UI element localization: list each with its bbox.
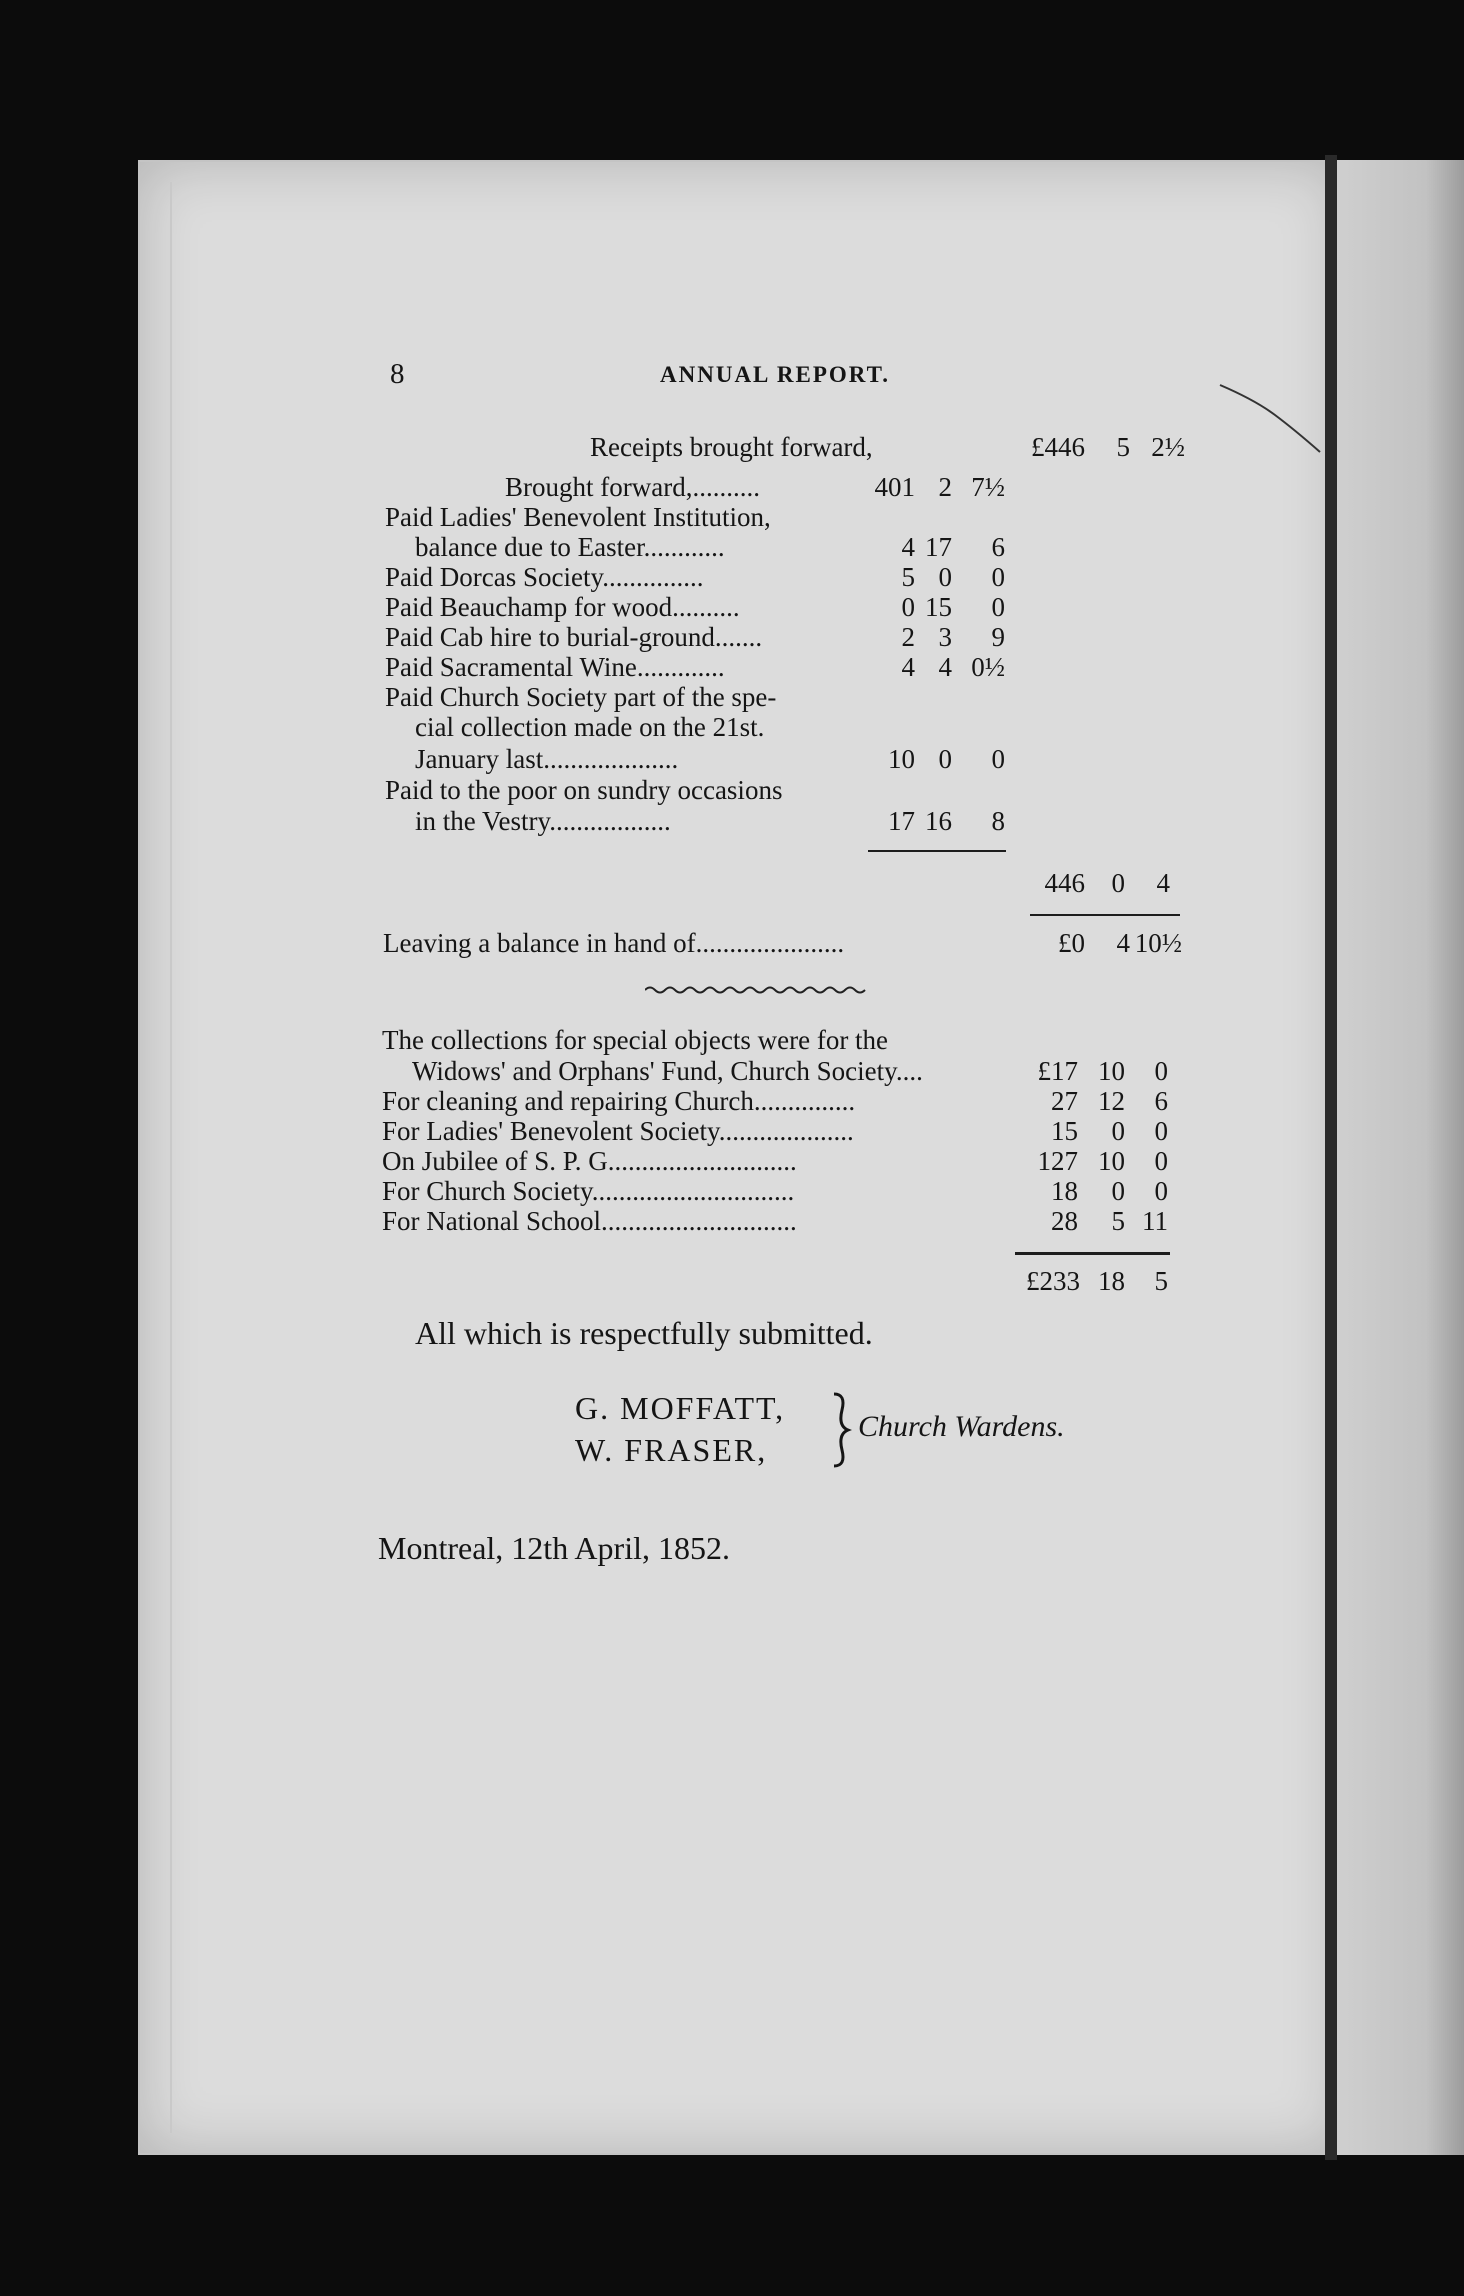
- payment-shillings: 2: [938, 472, 952, 502]
- collection-shillings: 10: [1098, 1056, 1125, 1086]
- payment-pounds: 401: [874, 472, 915, 502]
- payment-pounds: 17: [888, 806, 915, 836]
- payment-pence: 0½: [971, 652, 1005, 682]
- collections-intro: The collections for special objects were for the: [382, 1025, 889, 1055]
- payment-label: in the Vestry..................: [415, 806, 671, 836]
- collection-pounds: 28: [1051, 1206, 1078, 1236]
- collection-pounds: 15: [1051, 1116, 1078, 1146]
- payment-label: January last....................: [415, 744, 679, 774]
- collection-pence: 0: [1154, 1056, 1168, 1086]
- balance-label: Leaving a balance in hand of......................: [383, 928, 845, 958]
- collection-pounds: 127: [1037, 1146, 1078, 1176]
- collection-pounds: 27: [1051, 1086, 1078, 1116]
- collection-label: For cleaning and repairing Church...............: [382, 1086, 856, 1116]
- facing-page-edge: [1337, 160, 1464, 2155]
- collections-total-shillings: 18: [1098, 1266, 1125, 1296]
- payment-label: Paid to the poor on sundry occasions: [385, 775, 783, 805]
- collection-pence: 11: [1142, 1206, 1168, 1236]
- balance-shillings: 4: [1116, 928, 1130, 958]
- ornamental-divider: [645, 985, 870, 995]
- receipts-forward-pounds: £446: [1031, 432, 1085, 462]
- collection-pence: 0: [1154, 1176, 1168, 1206]
- collection-shillings: 0: [1111, 1116, 1125, 1146]
- collection-shillings: 0: [1111, 1176, 1125, 1206]
- collection-label: For Ladies' Benevolent Society....................: [382, 1116, 854, 1146]
- subtotal-rule: [868, 850, 1006, 852]
- payment-pence: 7½: [971, 472, 1005, 502]
- signatory-role: Church Wardens.: [858, 1410, 1065, 1443]
- payment-shillings: 15: [925, 592, 952, 622]
- page-number: 8: [390, 358, 405, 390]
- payments-total-pounds: 446: [1044, 868, 1085, 898]
- signatory-name: W. FRASER,: [575, 1432, 768, 1468]
- payment-label: Paid Sacramental Wine.............: [385, 652, 725, 682]
- payment-pounds: 0: [901, 592, 915, 622]
- collection-label: On Jubilee of S. P. G............................: [382, 1146, 797, 1176]
- payment-label: balance due to Easter............: [415, 532, 725, 562]
- balance-pence: 10½: [1134, 928, 1182, 958]
- collection-pence: 0: [1154, 1146, 1168, 1176]
- collection-shillings: 12: [1098, 1086, 1125, 1116]
- payment-pence: 8: [991, 806, 1005, 836]
- collection-shillings: 10: [1098, 1146, 1125, 1176]
- collection-label: For National School.............................: [382, 1206, 797, 1236]
- payment-pence: 0: [991, 592, 1005, 622]
- payment-shillings: 16: [925, 806, 952, 836]
- collection-pounds: £17: [1037, 1056, 1078, 1086]
- collection-pounds: 18: [1051, 1176, 1078, 1206]
- collection-pence: 0: [1154, 1116, 1168, 1146]
- payment-pence: 0: [991, 562, 1005, 592]
- collection-label: For Church Society..............................: [382, 1176, 795, 1206]
- signatory-name: G. MOFFATT,: [575, 1390, 786, 1426]
- collections-total-pounds: £233: [1026, 1266, 1080, 1296]
- payment-label: Paid Cab hire to burial-ground.......: [385, 622, 763, 652]
- payment-label: Paid Beauchamp for wood..........: [385, 592, 740, 622]
- payment-pence: 6: [991, 532, 1005, 562]
- payment-shillings: 3: [938, 622, 952, 652]
- payment-label: cial collection made on the 21st.: [415, 712, 765, 742]
- payment-label: Brought forward,..........: [505, 472, 760, 502]
- receipts-forward-pence: 2½: [1151, 432, 1185, 462]
- balance-pounds: £0: [1058, 928, 1085, 958]
- collections-total-rule: [1015, 1252, 1170, 1255]
- payment-shillings: 4: [938, 652, 952, 682]
- brace: [830, 1392, 852, 1468]
- payments-total-pence: 4: [1156, 868, 1170, 898]
- payment-label: Paid Dorcas Society...............: [385, 562, 704, 592]
- page-gutter: [1325, 155, 1337, 2160]
- payment-pounds: 2: [901, 622, 915, 652]
- payments-total-shillings: 0: [1111, 868, 1125, 898]
- collection-pence: 6: [1154, 1086, 1168, 1116]
- collection-shillings: 5: [1111, 1206, 1125, 1236]
- collection-label: Widows' and Orphans' Fund, Church Society....: [412, 1056, 923, 1086]
- payment-pence: 0: [991, 744, 1005, 774]
- payment-pounds: 10: [888, 744, 915, 774]
- payment-pounds: 4: [901, 652, 915, 682]
- payment-shillings: 0: [938, 562, 952, 592]
- pencil-mark: [1215, 380, 1325, 460]
- collections-total-pence: 5: [1154, 1266, 1168, 1296]
- payment-shillings: 17: [925, 532, 952, 562]
- payment-pounds: 4: [901, 532, 915, 562]
- payment-label: Paid Ladies' Benevolent Institution,: [385, 502, 771, 532]
- place-date: Montreal, 12th April, 1852.: [378, 1530, 730, 1566]
- payment-pounds: 5: [901, 562, 915, 592]
- payment-label: Paid Church Society part of the spe-: [385, 682, 777, 712]
- receipts-forward-label: Receipts brought forward,: [590, 432, 873, 462]
- payment-shillings: 0: [938, 744, 952, 774]
- total-rule: [1030, 914, 1180, 916]
- running-title: ANNUAL REPORT.: [660, 362, 890, 387]
- closing-statement: All which is respectfully submitted.: [415, 1315, 873, 1351]
- receipts-forward-shillings: 5: [1116, 432, 1130, 462]
- payment-pence: 9: [991, 622, 1005, 652]
